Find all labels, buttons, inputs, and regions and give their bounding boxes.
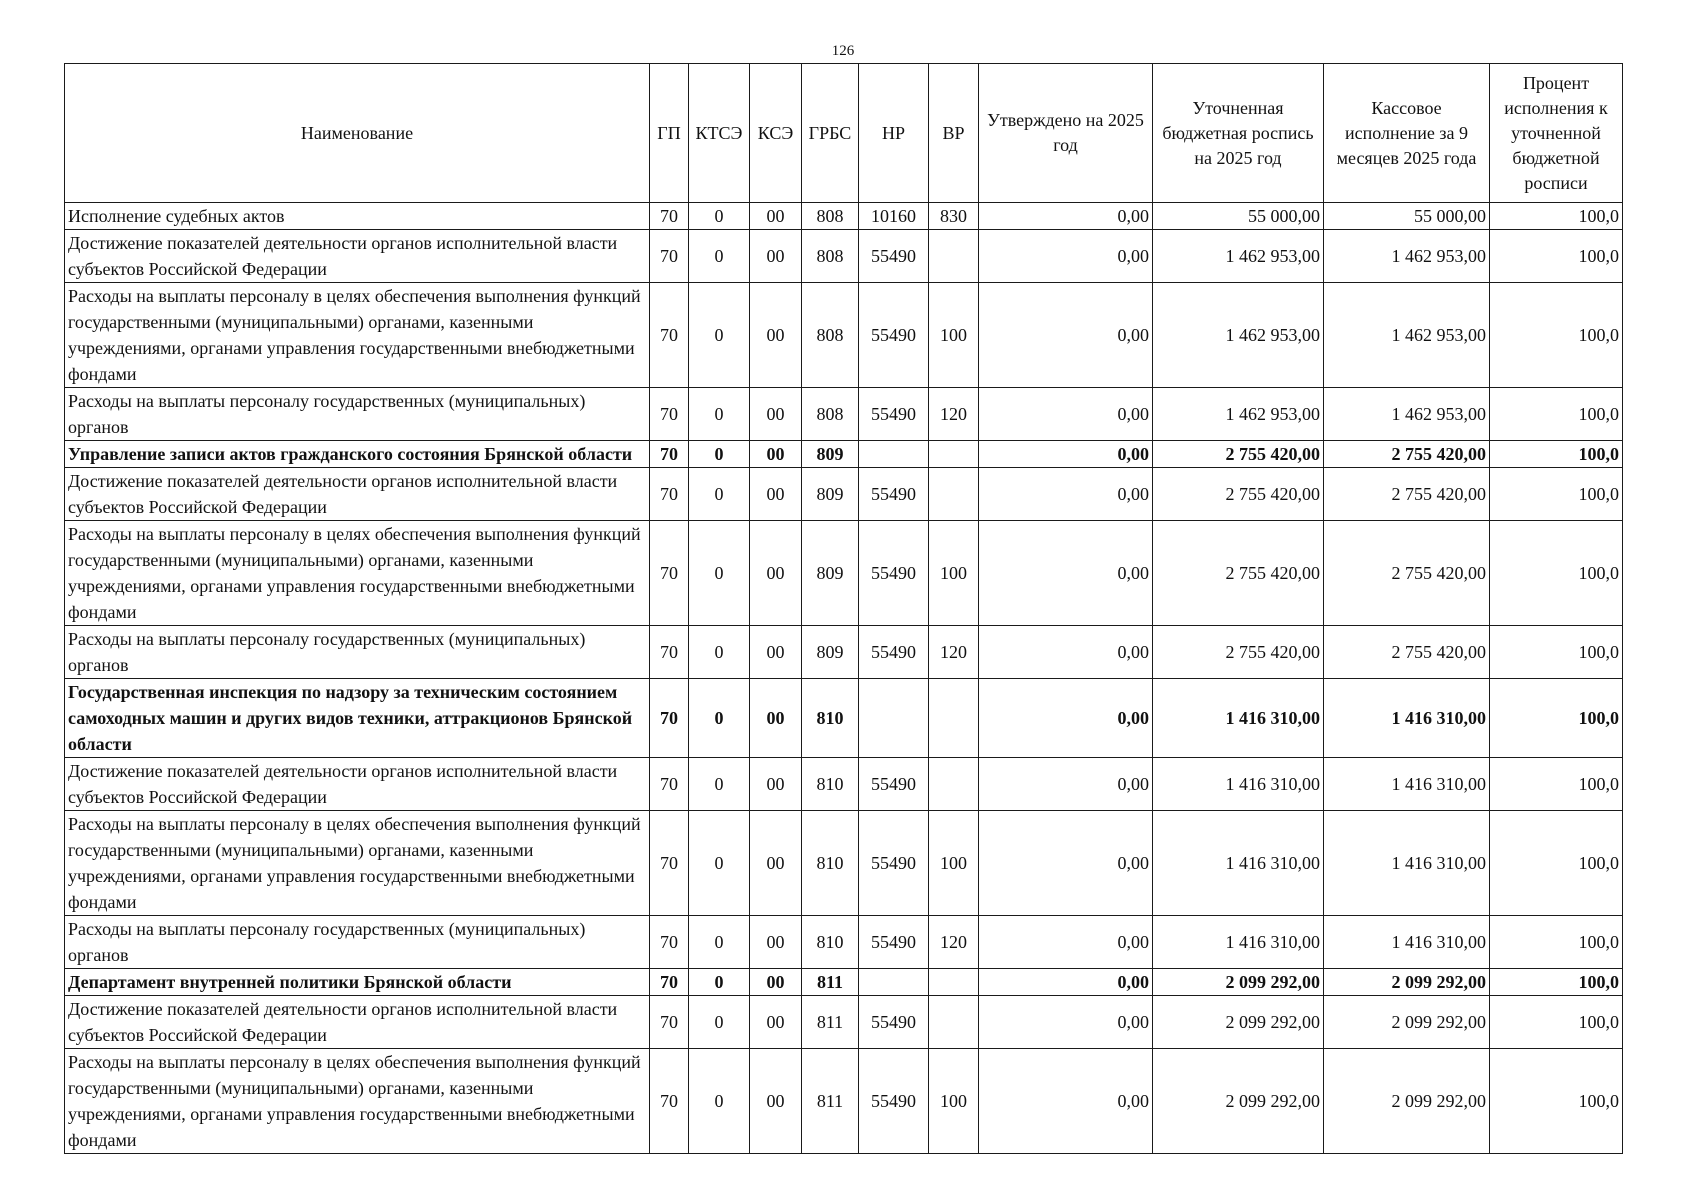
cell-kse: 00 xyxy=(750,468,802,521)
cell-approved: 0,00 xyxy=(979,811,1153,916)
cell-nr: 55490 xyxy=(859,388,929,441)
cell-nr: 55490 xyxy=(859,916,929,969)
cell-percent: 100,0 xyxy=(1490,388,1623,441)
cell-ktse: 0 xyxy=(689,996,750,1049)
cell-cash: 2 755 420,00 xyxy=(1324,626,1490,679)
cell-vr: 830 xyxy=(929,203,979,230)
header-grbs: ГРБС xyxy=(802,64,859,203)
cell-nr: 55490 xyxy=(859,283,929,388)
table-row xyxy=(65,758,1623,811)
cell-ktse: 0 xyxy=(689,388,750,441)
cell-refined: 55 000,00 xyxy=(1153,203,1324,230)
cell-approved: 0,00 xyxy=(979,521,1153,626)
cell-cash: 1 462 953,00 xyxy=(1324,388,1490,441)
cell-gp: 70 xyxy=(650,468,689,521)
cell-refined: 2 755 420,00 xyxy=(1153,521,1324,626)
cell-gp: 70 xyxy=(650,441,689,468)
cell-grbs: 810 xyxy=(802,811,859,916)
cell-ktse: 0 xyxy=(689,441,750,468)
cell-grbs: 810 xyxy=(802,916,859,969)
header-vr: ВР xyxy=(929,64,979,203)
cell-gp: 70 xyxy=(650,626,689,679)
cell-refined: 2 099 292,00 xyxy=(1153,996,1324,1049)
cell-refined: 1 416 310,00 xyxy=(1153,811,1324,916)
cell-percent: 100,0 xyxy=(1490,626,1623,679)
table-row xyxy=(65,679,1623,758)
cell-vr xyxy=(929,758,979,811)
cell-approved: 0,00 xyxy=(979,230,1153,283)
cell-kse: 00 xyxy=(750,230,802,283)
cell-vr: 100 xyxy=(929,521,979,626)
cell-grbs: 808 xyxy=(802,388,859,441)
cell-gp: 70 xyxy=(650,996,689,1049)
cell-refined: 1 416 310,00 xyxy=(1153,758,1324,811)
table-row xyxy=(65,203,1623,230)
cell-gp: 70 xyxy=(650,758,689,811)
table-row xyxy=(65,811,1623,916)
cell-grbs: 808 xyxy=(802,203,859,230)
cell-name: Расходы на выплаты персоналу в целях обеспечения выполнения функций государственными (муниципальными) органами, казенными учреждениями, органами управления государственными внебюджетными фондами xyxy=(65,283,650,388)
cell-kse: 00 xyxy=(750,203,802,230)
budget-table xyxy=(64,63,1623,1154)
table-row xyxy=(65,441,1623,468)
cell-grbs: 809 xyxy=(802,521,859,626)
cell-ktse: 0 xyxy=(689,969,750,996)
cell-grbs: 810 xyxy=(802,758,859,811)
header-row xyxy=(65,64,1623,203)
cell-vr: 100 xyxy=(929,283,979,388)
cell-name: Государственная инспекция по надзору за техническим состоянием самоходных машин и других видов техники, аттракционов Брянской области xyxy=(65,679,650,758)
cell-approved: 0,00 xyxy=(979,468,1153,521)
header-ktse: КТСЭ xyxy=(689,64,750,203)
cell-kse: 00 xyxy=(750,1049,802,1154)
page-number: 126 xyxy=(831,43,855,59)
cell-ktse: 0 xyxy=(689,811,750,916)
cell-kse: 00 xyxy=(750,626,802,679)
cell-name: Расходы на выплаты персоналу государственных (муниципальных) органов xyxy=(65,916,650,969)
cell-cash: 1 462 953,00 xyxy=(1324,230,1490,283)
cell-cash: 1 416 310,00 xyxy=(1324,679,1490,758)
cell-refined: 2 099 292,00 xyxy=(1153,969,1324,996)
cell-gp: 70 xyxy=(650,203,689,230)
cell-nr: 55490 xyxy=(859,996,929,1049)
cell-cash: 1 462 953,00 xyxy=(1324,283,1490,388)
cell-name: Достижение показателей деятельности органов исполнительной власти субъектов Российской Федерации xyxy=(65,230,650,283)
header-name: Наименование xyxy=(65,64,650,203)
cell-refined: 1 416 310,00 xyxy=(1153,916,1324,969)
cell-grbs: 808 xyxy=(802,230,859,283)
cell-cash: 2 099 292,00 xyxy=(1324,1049,1490,1154)
cell-ktse: 0 xyxy=(689,679,750,758)
cell-ktse: 0 xyxy=(689,1049,750,1154)
cell-cash: 2 099 292,00 xyxy=(1324,969,1490,996)
cell-percent: 100,0 xyxy=(1490,441,1623,468)
cell-grbs: 811 xyxy=(802,996,859,1049)
cell-percent: 100,0 xyxy=(1490,996,1623,1049)
cell-kse: 00 xyxy=(750,811,802,916)
cell-cash: 1 416 310,00 xyxy=(1324,811,1490,916)
header-nr: НР xyxy=(859,64,929,203)
cell-vr xyxy=(929,679,979,758)
cell-gp: 70 xyxy=(650,388,689,441)
cell-vr: 120 xyxy=(929,626,979,679)
cell-ktse: 0 xyxy=(689,283,750,388)
cell-nr xyxy=(859,441,929,468)
cell-name: Достижение показателей деятельности органов исполнительной власти субъектов Российской Федерации xyxy=(65,758,650,811)
cell-nr: 10160 xyxy=(859,203,929,230)
cell-approved: 0,00 xyxy=(979,996,1153,1049)
cell-percent: 100,0 xyxy=(1490,1049,1623,1154)
cell-ktse: 0 xyxy=(689,916,750,969)
cell-name: Расходы на выплаты персоналу в целях обеспечения выполнения функций государственными (муниципальными) органами, казенными учреждениями, органами управления государственными внебюджетными фондами xyxy=(65,1049,650,1154)
cell-vr: 100 xyxy=(929,1049,979,1154)
cell-approved: 0,00 xyxy=(979,679,1153,758)
cell-refined: 1 462 953,00 xyxy=(1153,283,1324,388)
cell-nr: 55490 xyxy=(859,1049,929,1154)
cell-cash: 1 416 310,00 xyxy=(1324,916,1490,969)
cell-refined: 1 462 953,00 xyxy=(1153,230,1324,283)
cell-refined: 2 755 420,00 xyxy=(1153,441,1324,468)
header-percent: Процент исполнения к уточненной бюджетной росписи xyxy=(1490,64,1623,203)
cell-gp: 70 xyxy=(650,230,689,283)
header-approved: Утверждено на 2025 год xyxy=(979,64,1153,203)
cell-ktse: 0 xyxy=(689,626,750,679)
cell-cash: 2 755 420,00 xyxy=(1324,468,1490,521)
cell-percent: 100,0 xyxy=(1490,230,1623,283)
cell-kse: 00 xyxy=(750,996,802,1049)
cell-ktse: 0 xyxy=(689,230,750,283)
cell-name: Расходы на выплаты персоналу государственных (муниципальных) органов xyxy=(65,388,650,441)
table-row xyxy=(65,916,1623,969)
cell-vr: 120 xyxy=(929,388,979,441)
cell-cash: 2 755 420,00 xyxy=(1324,441,1490,468)
cell-percent: 100,0 xyxy=(1490,521,1623,626)
header-cash: Кассовое исполнение за 9 месяцев 2025 года xyxy=(1324,64,1490,203)
cell-approved: 0,00 xyxy=(979,283,1153,388)
cell-name: Управление записи актов гражданского состояния Брянской области xyxy=(65,441,650,468)
cell-nr xyxy=(859,969,929,996)
table-row xyxy=(65,626,1623,679)
cell-ktse: 0 xyxy=(689,758,750,811)
table-row xyxy=(65,1049,1623,1154)
cell-approved: 0,00 xyxy=(979,203,1153,230)
cell-cash: 2 099 292,00 xyxy=(1324,996,1490,1049)
cell-grbs: 810 xyxy=(802,679,859,758)
cell-nr: 55490 xyxy=(859,811,929,916)
cell-nr: 55490 xyxy=(859,230,929,283)
cell-percent: 100,0 xyxy=(1490,811,1623,916)
cell-nr: 55490 xyxy=(859,626,929,679)
cell-cash: 2 755 420,00 xyxy=(1324,521,1490,626)
cell-percent: 100,0 xyxy=(1490,969,1623,996)
cell-approved: 0,00 xyxy=(979,626,1153,679)
cell-ktse: 0 xyxy=(689,468,750,521)
cell-grbs: 811 xyxy=(802,969,859,996)
table-row xyxy=(65,283,1623,388)
table-row xyxy=(65,230,1623,283)
cell-refined: 1 416 310,00 xyxy=(1153,679,1324,758)
cell-name: Достижение показателей деятельности органов исполнительной власти субъектов Российской Федерации xyxy=(65,468,650,521)
cell-name: Исполнение судебных актов xyxy=(65,203,650,230)
header-refined: Уточненная бюджетная роспись на 2025 год xyxy=(1153,64,1324,203)
cell-vr: 120 xyxy=(929,916,979,969)
cell-percent: 100,0 xyxy=(1490,203,1623,230)
cell-cash: 55 000,00 xyxy=(1324,203,1490,230)
cell-gp: 70 xyxy=(650,969,689,996)
cell-kse: 00 xyxy=(750,969,802,996)
cell-approved: 0,00 xyxy=(979,1049,1153,1154)
cell-kse: 00 xyxy=(750,283,802,388)
cell-name: Департамент внутренней политики Брянской области xyxy=(65,969,650,996)
cell-ktse: 0 xyxy=(689,521,750,626)
cell-vr xyxy=(929,441,979,468)
cell-percent: 100,0 xyxy=(1490,468,1623,521)
cell-cash: 1 416 310,00 xyxy=(1324,758,1490,811)
cell-vr xyxy=(929,969,979,996)
cell-grbs: 808 xyxy=(802,283,859,388)
cell-kse: 00 xyxy=(750,388,802,441)
cell-grbs: 811 xyxy=(802,1049,859,1154)
table-row xyxy=(65,388,1623,441)
cell-grbs: 809 xyxy=(802,441,859,468)
cell-approved: 0,00 xyxy=(979,758,1153,811)
cell-kse: 00 xyxy=(750,521,802,626)
cell-approved: 0,00 xyxy=(979,388,1153,441)
cell-kse: 00 xyxy=(750,441,802,468)
cell-gp: 70 xyxy=(650,521,689,626)
cell-vr: 100 xyxy=(929,811,979,916)
cell-name: Расходы на выплаты персоналу государственных (муниципальных) органов xyxy=(65,626,650,679)
cell-refined: 2 755 420,00 xyxy=(1153,626,1324,679)
table-row xyxy=(65,521,1623,626)
header-kse: КСЭ xyxy=(750,64,802,203)
cell-nr xyxy=(859,679,929,758)
cell-nr: 55490 xyxy=(859,758,929,811)
cell-gp: 70 xyxy=(650,1049,689,1154)
cell-gp: 70 xyxy=(650,811,689,916)
cell-refined: 1 462 953,00 xyxy=(1153,388,1324,441)
cell-percent: 100,0 xyxy=(1490,916,1623,969)
cell-grbs: 809 xyxy=(802,468,859,521)
cell-gp: 70 xyxy=(650,916,689,969)
table-row xyxy=(65,468,1623,521)
cell-approved: 0,00 xyxy=(979,916,1153,969)
cell-nr: 55490 xyxy=(859,521,929,626)
cell-percent: 100,0 xyxy=(1490,679,1623,758)
cell-name: Достижение показателей деятельности органов исполнительной власти субъектов Российской Федерации xyxy=(65,996,650,1049)
cell-name: Расходы на выплаты персоналу в целях обеспечения выполнения функций государственными (муниципальными) органами, казенными учреждениями, органами управления государственными внебюджетными фондами xyxy=(65,811,650,916)
cell-gp: 70 xyxy=(650,283,689,388)
table-row xyxy=(65,969,1623,996)
cell-approved: 0,00 xyxy=(979,441,1153,468)
cell-name: Расходы на выплаты персоналу в целях обеспечения выполнения функций государственными (муниципальными) органами, казенными учреждениями, органами управления государственными внебюджетными фондами xyxy=(65,521,650,626)
table-row xyxy=(65,996,1623,1049)
cell-approved: 0,00 xyxy=(979,969,1153,996)
header-gp: ГП xyxy=(650,64,689,203)
cell-kse: 00 xyxy=(750,758,802,811)
cell-refined: 2 099 292,00 xyxy=(1153,1049,1324,1154)
cell-kse: 00 xyxy=(750,916,802,969)
cell-nr: 55490 xyxy=(859,468,929,521)
cell-kse: 00 xyxy=(750,679,802,758)
cell-vr xyxy=(929,468,979,521)
cell-vr xyxy=(929,996,979,1049)
cell-gp: 70 xyxy=(650,679,689,758)
cell-percent: 100,0 xyxy=(1490,283,1623,388)
cell-percent: 100,0 xyxy=(1490,758,1623,811)
cell-refined: 2 755 420,00 xyxy=(1153,468,1324,521)
cell-grbs: 809 xyxy=(802,626,859,679)
cell-ktse: 0 xyxy=(689,203,750,230)
cell-vr xyxy=(929,230,979,283)
